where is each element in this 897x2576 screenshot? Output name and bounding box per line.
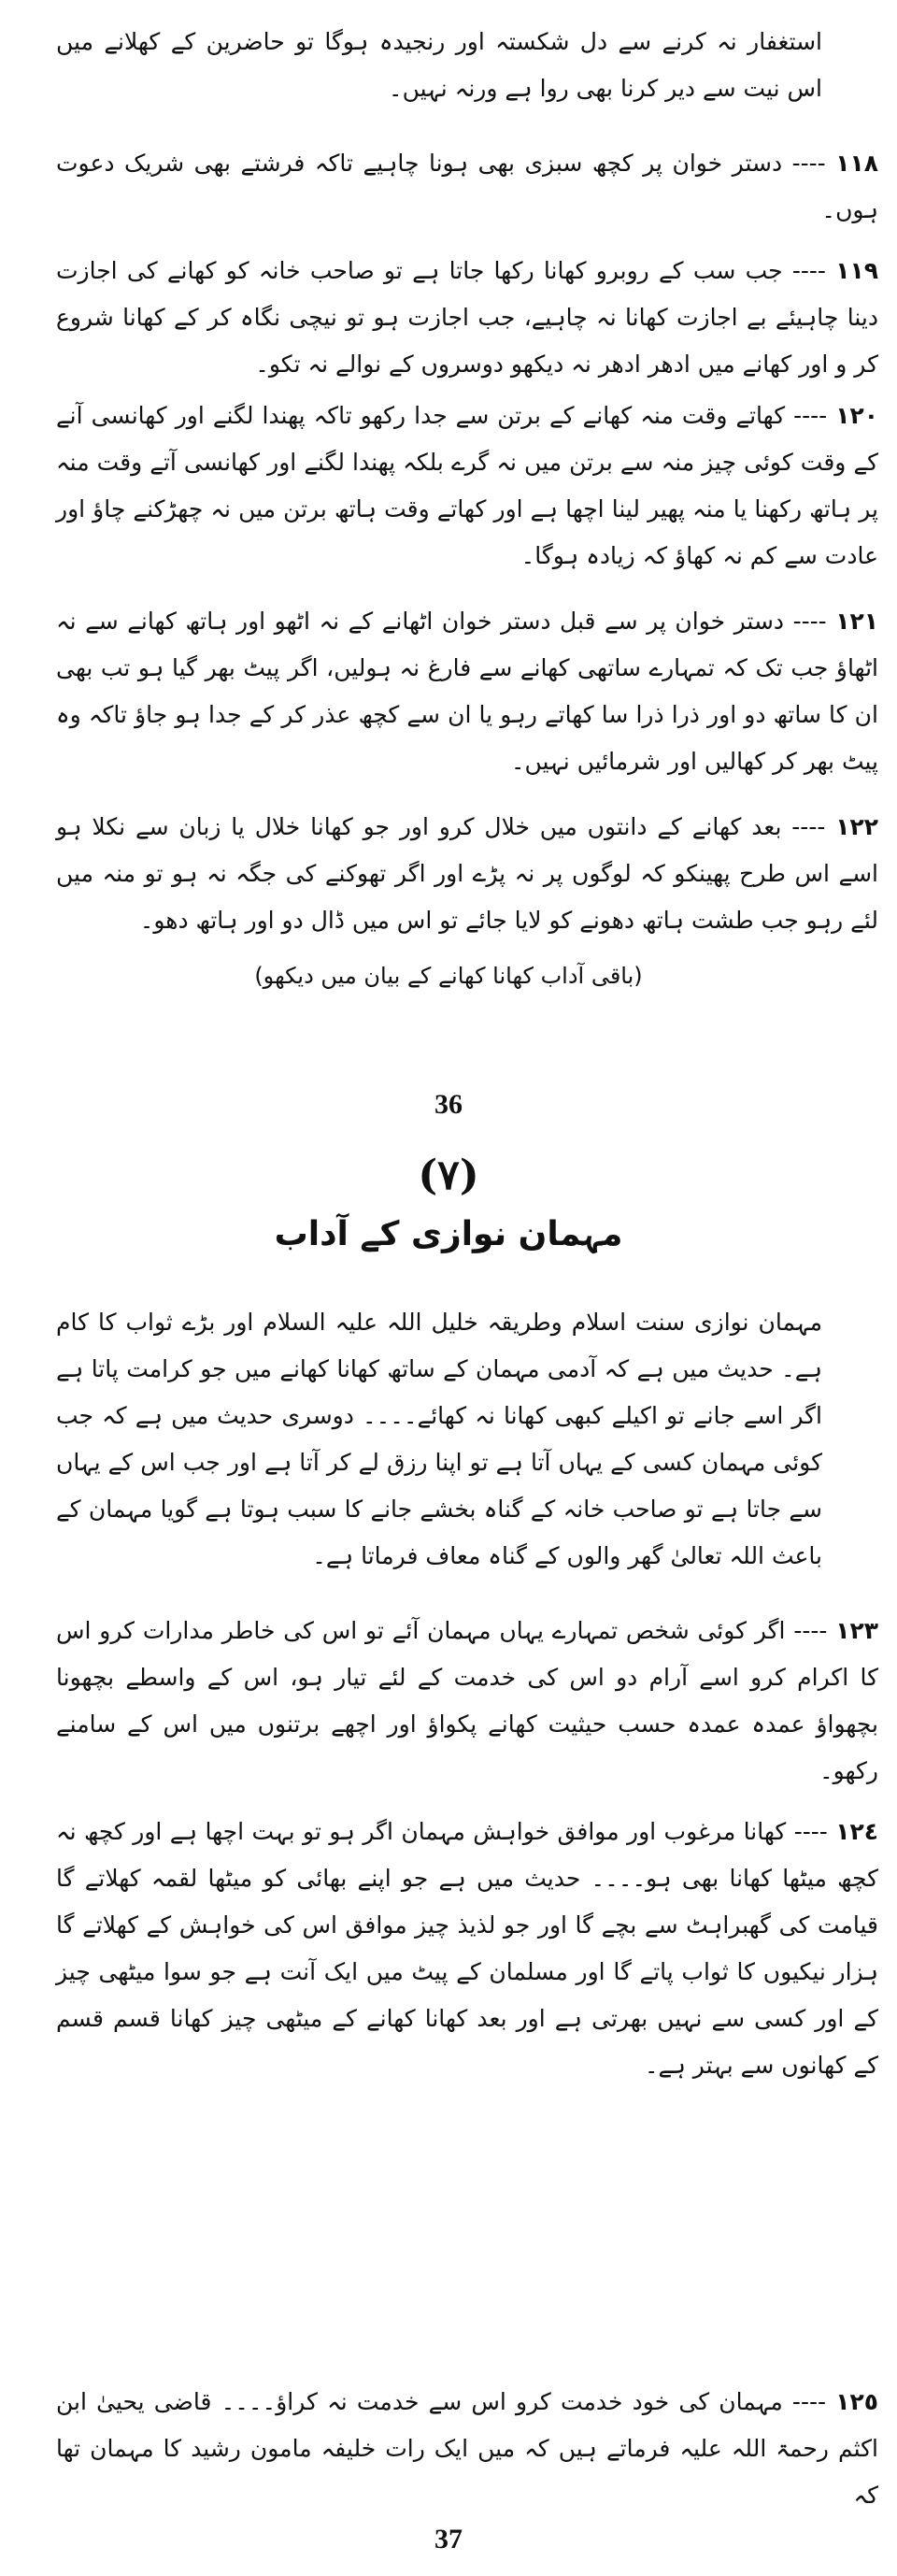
page-title: مہمان نوازی کے آداب — [274, 1215, 623, 1253]
chapter-number: (٧) — [418, 1152, 479, 1199]
paragraph-text: اگر کوئی شخص تمہارے یہاں مہمان آئے تو اس کی خاطر مدارات کرو اس کا اکرام کرو اسے آرام دو اس کی خدمت کے لئے تیار ہو، اس کے واسطے بچھونا بچھواؤ عمدہ عمدہ حسب حیثیت کھانے پکواؤ اور اچھے برتنوں میں اس کے سامنے رکھو۔ — [56, 1617, 878, 1784]
dash: ---- — [786, 1818, 828, 1845]
page-number: 36 — [434, 1089, 463, 1120]
paragraph-text: کھاتے وقت منہ کھانے کے برتن سے جدا رکھو تاکہ پھندا لگنے اور کھانسی آنے کے وقت کوئی چیز منہ سے برتن میں نہ گرے بلکہ پھندا لگنے اور کھانسی آتے وقت منہ پر ہاتھ رکھنا یا منہ پھیر لینا اچھا ہے اور کھاتے وقت ہاتھ برتن میں نہ چھڑکنے چاؤ اور عادت سے کم نہ کھاؤ کہ زیادہ ہوگا۔ — [56, 402, 878, 569]
paragraph-number: ١٢١ — [835, 608, 879, 635]
dash: ---- — [782, 257, 826, 284]
paragraph-text: مہمان کی خود خدمت کرو اس سے خدمت نہ کراؤ۔۔۔۔ قاضی یحییٰ ابن اکثم رحمۃ اللہ علیہ فرماتے ہیں کہ میں ایک رات خلیفہ مامون رشید کا مہمان تھا کہ — [56, 2388, 878, 2509]
dash: ---- — [785, 1617, 828, 1644]
paragraph-number: ١٢٥ — [835, 2388, 878, 2415]
paragraph-number: ١٢٢ — [835, 813, 879, 840]
paragraph-119 — [56, 248, 878, 388]
paragraph-123 — [56, 1608, 878, 1795]
paragraph-text: دستر خوان پر سے قبل دستر خوان اٹھانے کے نہ اٹھو اور ہاتھ کھانے سے نہ اٹھاؤ جب تک کہ تمہارے ساتھی کھانے سے فارغ نہ ہولیں، اگر پیٹ بھر گیا ہو تب بھی ان کا ساتھ دو اور ذرا ذرا سا کھاتے رہو یا ان سے کچھ عذر کر کے جدا ہو جاؤ تاکہ وہ پیٹ بھر کر کھالیں اور شرمائیں نہیں۔ — [56, 608, 878, 775]
dash: ---- — [785, 402, 828, 429]
paragraph-text: بعد کھانے کے دانتوں میں خلال کرو اور جو کھانا خلال یا زبان سے نکلا ہو اسے اس طرح پھینکو کہ لوگوں پر نہ پڑے اور اگر تھوکنے کی جگہ نہ ہو تو منہ میں لئے رہو جب طشت ہاتھ دھونے کو لایا جائے تو اس میں ڈال دو اور ہاتھ دھو۔ — [56, 813, 878, 934]
dash: ---- — [781, 813, 826, 840]
dash: ---- — [784, 608, 827, 635]
paragraph-text: جب سب کے روبرو کھانا رکھا جاتا ہے تو صاحب خانہ کو کھانے کی اجازت دینا چاہیئے بے اجازت کھانا نہ چاہیے، جب اجازت ہو تو نیچی نگاہ کر کے کھانا شروع کر و اور کھانے میں ادھر ادھر نہ دیکھو دوسروں کے نوالے نہ تکو۔ — [56, 257, 878, 378]
paragraph-text: مہمان نوازی سنت اسلام وطریقہ خلیل اللہ علیہ السلام اور بڑے ثواب کا کام ہے۔ حدیث میں ہے کہ آدمی مہمان کے ساتھ کھانا کھانے میں جو کرامت پاتا ہے اگر اسے جانے تو اکیلے کبھی کھانا نہ کھائے۔۔۔۔ دوسری حدیث میں ہے کہ جب کوئی مہمان کسی کے یہاں آتا ہے تو اپنا رزق لے کر آتا ہے اور جب اس کے یہاں سے جاتا ہے تو صاحب خانہ کے گناہ بخشے جانے کا سبب ہوتا ہے گویا مہمان کے باعث اللہ تعالیٰ گھر والوں کے گناہ معاف فرماتا ہے۔ — [56, 1309, 822, 1569]
paragraph-number: ١٢٠ — [835, 402, 878, 429]
paragraph-125 — [56, 2379, 878, 2519]
dash: ---- — [782, 2388, 827, 2415]
paragraph-number: ١٢٣ — [835, 1617, 878, 1644]
dash: ---- — [782, 150, 826, 177]
paragraph-text: دستر خوان پر کچھ سبزی بھی ہونا چاہیے تاکہ فرشتے بھی شریک دعوت ہوں۔ — [56, 150, 878, 223]
page-number: 37 — [434, 2524, 463, 2555]
paragraph-text: کھانا مرغوب اور موافق خواہش مہمان اگر ہو تو بہت اچھا ہے اور کچھ نہ کچھ میٹھا کھانا بھی ہو۔۔۔۔ حدیث میں ہے جو اپنے بھائی کو میٹھا لقمہ کھلاتے گا قیامت کی گھبراہٹ سے بچے گا اور جو لذیذ چیز موافق اس کی خواہش کے کھلاتے گا ہزار نیکیوں کا ثواب پاتے گا اور مسلمان کے پیٹ میں ایک آنت ہے جو سوا میٹھی چیز کے اور کسی سے نہیں بھرتی ہے اور بعد کھانا کھانے کے میٹھی چیز کھانا قسم قسم کے کھانوں سے بہتر ہے۔ — [56, 1818, 878, 2079]
paragraph-intro — [56, 1299, 822, 1580]
paragraph-number: ١١٩ — [835, 257, 879, 284]
paragraph-121 — [56, 598, 878, 785]
paragraph-number: ١٢٤ — [835, 1818, 878, 1845]
paragraph-number: ١١٨ — [835, 150, 878, 177]
paragraph-intro-continued — [56, 19, 822, 112]
paragraph-text: استغفار نہ کرنے سے دل شکستہ اور رنجیدہ ہوگا تو حاضرین کے کھلانے میں اس نیت سے دیر کرنا بھی روا ہے ورنہ نہیں۔ — [56, 28, 822, 102]
paragraph-124 — [56, 1809, 878, 2089]
remaining-etiquette-note: (باقی آداب کھانا کھانے کے بیان میں دیکھو) — [254, 963, 643, 989]
paragraph-120 — [56, 393, 878, 580]
paragraph-118 — [56, 140, 878, 234]
paragraph-122 — [56, 804, 878, 944]
